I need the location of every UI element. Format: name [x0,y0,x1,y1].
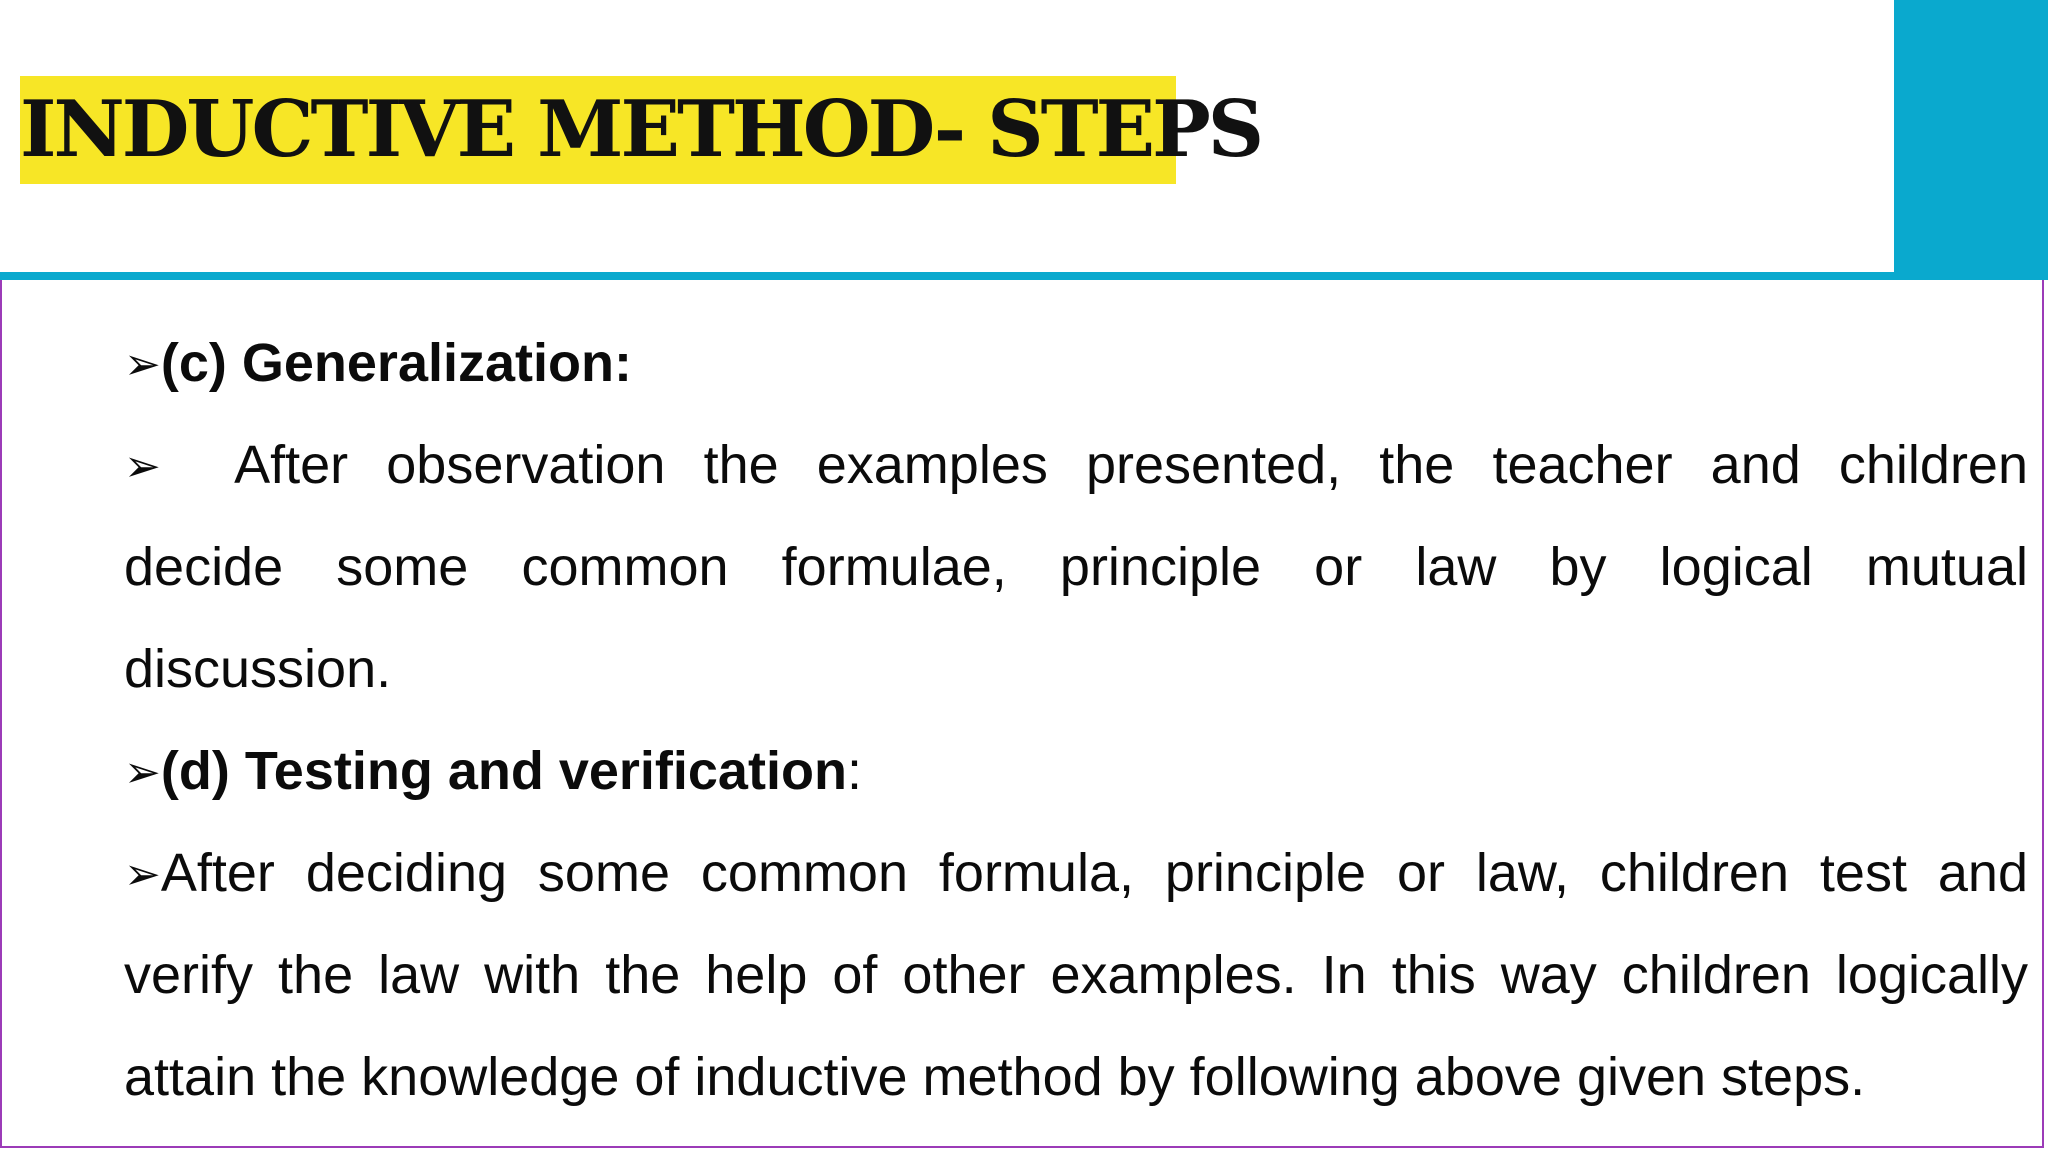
body-line: decide some common formulae, principle or law by logical mutual [124,537,2028,597]
body-text: After deciding some common formula, principle or law, children test and [160,843,2028,903]
body-line: discussion. [124,639,392,699]
body-text: After observation the examples presented, the teacher and children [234,435,2028,495]
bullet-arrow-icon: ➢ [124,747,161,798]
body-line: verify the law with the help of other examples. In this way children logically [124,945,2028,1005]
slide-title: INDUCTIVE METHOD- STEPS [20,84,1262,175]
accent-block [1894,0,2048,276]
bullet-arrow-icon: ➢ [124,339,161,390]
heading-text: (d) Testing and verification [160,741,847,801]
accent-rule [0,272,2048,280]
heading-suffix: : [846,741,862,801]
slide-body [124,312,2028,1128]
section-heading-generalization [124,312,2028,414]
bullet-arrow-icon: ➢ [124,441,161,492]
heading-text: (c) Generalization: [160,333,632,393]
section-heading-testing [124,720,2028,822]
body-line [124,414,2028,516]
bullet-arrow-icon: ➢ [124,849,161,900]
body-line [124,822,2028,924]
body-line: attain the knowledge of inductive method by following above given steps. [124,1047,1866,1107]
